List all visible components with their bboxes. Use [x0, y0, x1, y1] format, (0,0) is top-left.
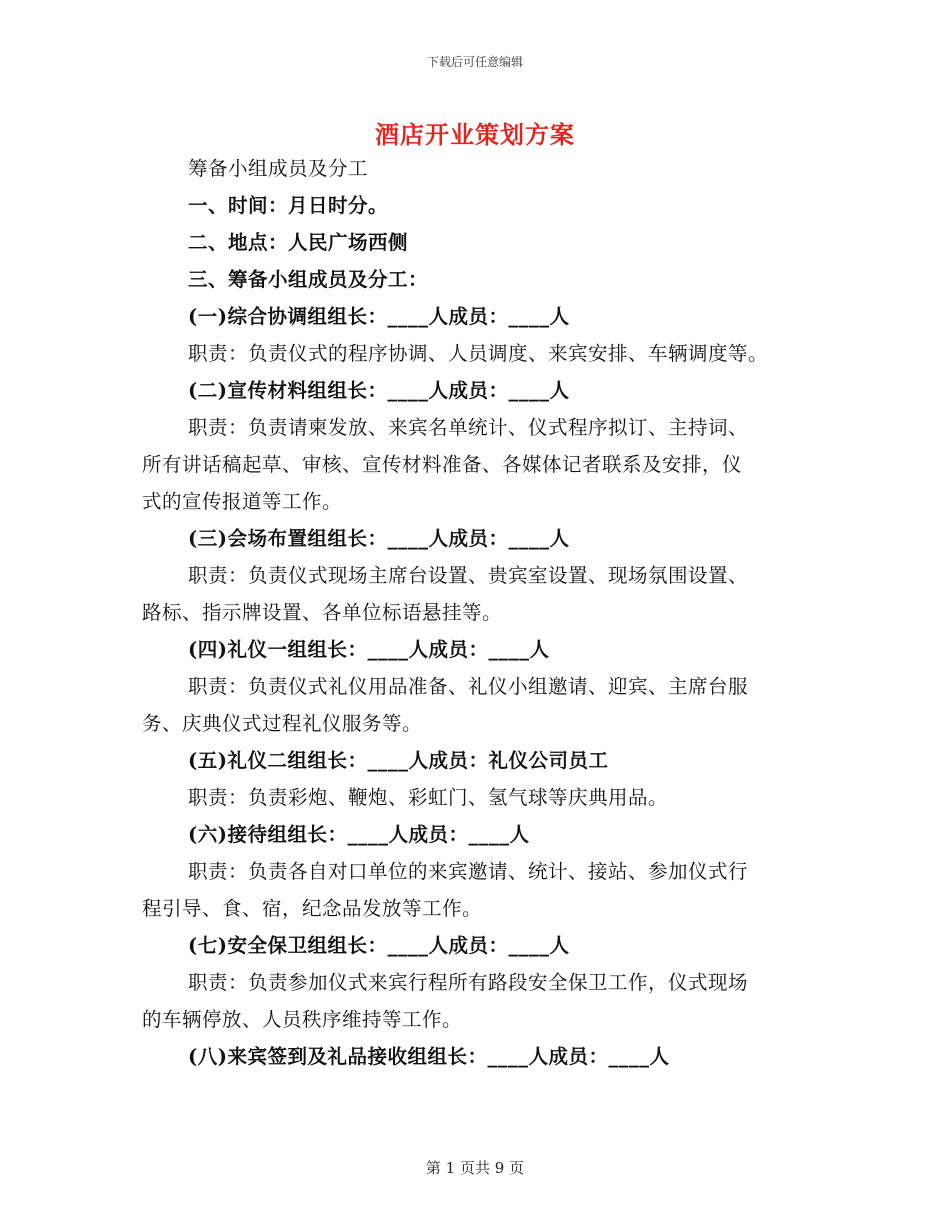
body-line: 务、庆典仪式过程礼仪服务等。 [142, 712, 423, 735]
body-line: 职责：负责仪式现场主席台设置、贵宾室设置、现场氛围设置、 [188, 564, 749, 587]
body-line: (三)会场布置组组长：____人成员：____人 [188, 527, 570, 550]
body-line: (七)安全保卫组组长：____人成员：____人 [188, 934, 570, 957]
body-line: 的车辆停放、人员秩序维持等工作。 [142, 1008, 463, 1031]
body-line: 式的宣传报道等工作。 [142, 490, 343, 513]
body-line: (五)礼仪二组组长：____人成员：礼仪公司员工 [188, 749, 609, 772]
body-line: 职责：负责参加仪式来宾行程所有路段安全保卫工作，仪式现场 [188, 971, 749, 994]
body-line: 筹备小组成员及分工 [188, 157, 369, 180]
body-line: 路标、指示牌设置、各单位标语悬挂等。 [142, 601, 503, 624]
body-line: 一、时间：月日时分。 [188, 194, 389, 217]
document-body [142, 150, 808, 1075]
body-line: (四)礼仪一组组长：____人成员：____人 [188, 638, 550, 661]
body-line: 职责：负责仪式的程序协调、人员调度、来宾安排、车辆调度等。 [188, 342, 769, 365]
body-line: (六)接待组组长：____人成员：____人 [188, 823, 530, 846]
body-line: (一)综合协调组组长：____人成员：____人 [188, 305, 570, 328]
body-line: 所有讲话稿起草、审核、宣传材料准备、各媒体记者联系及安排，仪 [142, 453, 743, 476]
body-line: 程引导、食、宿，纪念品发放等工作。 [142, 897, 483, 920]
body-line: 职责：负责请柬发放、来宾名单统计、仪式程序拟订、主持词、 [188, 416, 749, 439]
body-line: 二、地点：人民广场西侧 [188, 231, 409, 254]
body-line: 三、筹备小组成员及分工： [188, 268, 429, 291]
body-line: 职责：负责仪式礼仪用品准备、礼仪小组邀请、迎宾、主席台服 [188, 675, 749, 698]
body-line: 职责：负责各自对口单位的来宾邀请、统计、接站、参加仪式行 [188, 860, 749, 883]
body-line: (二)宣传材料组组长：____人成员：____人 [188, 379, 570, 402]
body-line: (八)来宾签到及礼品接收组组长：____人成员：____人 [188, 1045, 670, 1068]
header-note: 下载后可任意编辑 [426, 55, 523, 69]
body-line: 职责：负责彩炮、鞭炮、彩虹门、氢气球等庆典用品。 [188, 786, 669, 809]
page-footer: 第 1 页共 9 页 [425, 1159, 525, 1177]
document-title: 酒店开业策划方案 [375, 120, 575, 149]
